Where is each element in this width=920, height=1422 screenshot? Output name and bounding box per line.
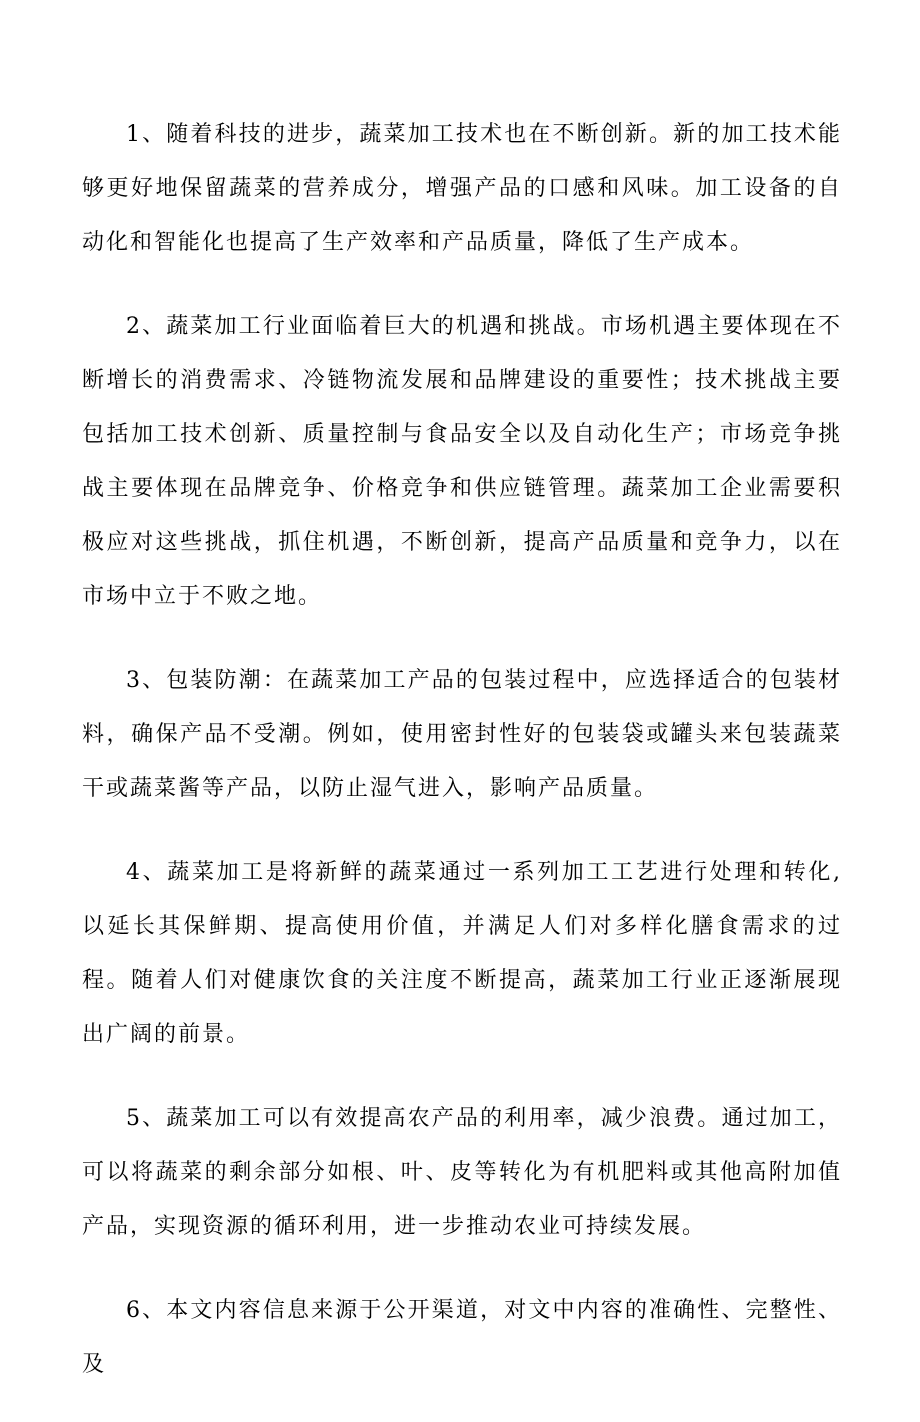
paragraph-4: 4、蔬菜加工是将新鲜的蔬菜通过一系列加工工艺进行处理和转化,以延长其保鲜期、提高使用价值，并满足人们对多样化膳食需求的过程。随着人们对健康饮食的关注度不断提高，蔬菜加工行业正逐渐展现出广阔的前景。 — [82, 860, 842, 1047]
paragraph-1: 1、随着科技的进步，蔬菜加工技术也在不断创新。新的加工技术能够更好地保留蔬菜的营养成分，增强产品的口感和风味。加工设备的自动化和智能化也提高了生产效率和产品质量，降低了生产成本。 — [82, 122, 842, 255]
document-body — [82, 108, 842, 1422]
paragraph-3: 3、包装防潮：在蔬菜加工产品的包装过程中，应选择适合的包装材料，确保产品不受潮。例如，使用密封性好的包装袋或罐头来包装蔬菜干或蔬菜酱等产品，以防止湿气进入，影响产品质量。 — [82, 668, 842, 801]
paragraph-2: 2、蔬菜加工行业面临着巨大的机遇和挑战。市场机遇主要体现在不断增长的消费需求、冷链物流发展和品牌建设的重要性；技术挑战主要包括加工技术创新、质量控制与食品安全以及自动化生产；市场竞争挑战主要体现在品牌竞争、价格竞争和供应链管理。蔬菜加工企业需要积极应对这些挑战，抓住机遇，不断创新，提高产品质量和竞争力，以在市场中立于不败之地。 — [82, 314, 842, 609]
paragraph-6: 6、本文内容信息来源于公开渠道，对文中内容的准确性、完整性、及 — [82, 1298, 842, 1377]
paragraph-5: 5、蔬菜加工可以有效提高农产品的利用率，减少浪费。通过加工，可以将蔬菜的剩余部分如根、叶、皮等转化为有机肥料或其他高附加值产品，实现资源的循环利用，进一步推动农业可持续发展。 — [82, 1106, 842, 1239]
